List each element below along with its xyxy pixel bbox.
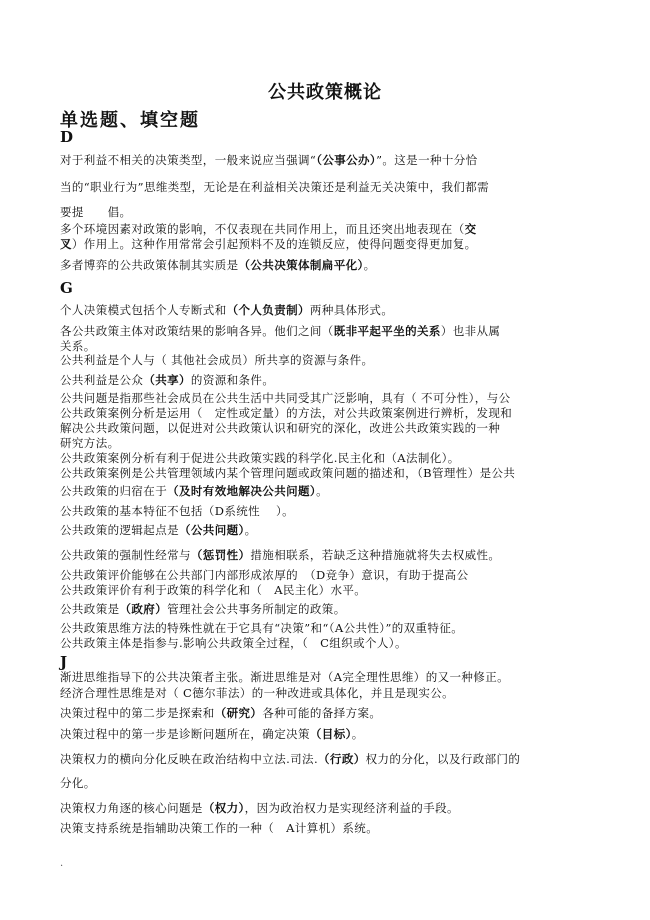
- text-line: 叉）作用上。这种作用常常会引起预料不及的连锁反应，使得问题变得更加复。: [60, 237, 477, 251]
- text-line: 公共利益是公众（共享）的资源和条件。: [60, 373, 275, 387]
- text-line: 分化。: [60, 776, 96, 790]
- text-line: 公共政策的强制性经常与（惩罚性）措施相联系，若缺乏这种措施就将失去权威性。: [60, 548, 501, 562]
- text-line: 公共政策思维方法的特殊性就在于它具有“决策”和“（A公共性）”的双重特征。: [60, 621, 464, 635]
- text-line: 多者博弈的公共政策体制其实质是（公共决策体制扁平化）。: [60, 258, 376, 272]
- index-letter-g: G: [60, 279, 73, 297]
- text-line: 研究方法。: [60, 436, 120, 450]
- text-line: 当的“职业行为”思维类型，无论是在利益相关决策还是利益无关决策中，我们都需: [60, 180, 490, 194]
- text-line: 对于利益不相关的决策类型，一般来说应当强调“（公事公办）”。这是一种十分恰: [60, 153, 478, 167]
- text-line: 解决公共政策问题，以促进对公共政策认识和研究的深化，改进公共政策实践的一种: [60, 421, 501, 435]
- text-line: 经济合理性思维是对（ C德尔菲法）的一种改进或具体化，并且是现实公。: [60, 686, 455, 700]
- text-line: 公共问题是指那些社会成员在公共生活中共同受其广泛影响，具有（ 不可分性），与公: [60, 391, 511, 405]
- text-line: 决策过程中的第二步是探索和（研究）各种可能的备择方案。: [60, 706, 382, 720]
- footer-dot: .: [60, 858, 64, 869]
- text-line: 要提 倡。: [60, 205, 132, 219]
- text-line: 公共政策案例分析是运用（ 定性或定量）的方法，对公共政策案例进行辨析，发现和: [60, 406, 513, 420]
- index-letter-d: D: [60, 128, 74, 146]
- document-title: 公共政策概论: [268, 82, 382, 103]
- text-line: 个人决策模式包括个人专断式和（个人负责制）两种具体形式。: [60, 303, 394, 317]
- text-line: 决策权力角逐的核心问题是（权力），因为政治权力是实现经济利益的手段。: [60, 801, 459, 815]
- text-line: 决策权力的横向分化反映在政治结构中立法.司法.（行政）权力的分化，以及行政部门的: [60, 752, 521, 766]
- text-line: 公共政策评价有利于政策的科学化和（ A民主化）水平。: [60, 583, 367, 597]
- text-line: 公共政策的基本特征不包括（D系统性 ）。: [60, 504, 295, 518]
- text-line: 关系。: [60, 339, 96, 353]
- text-line: 公共政策评价能够在公共部门内部形成浓厚的 （D竞争）意识，有助于提高公: [60, 568, 469, 582]
- text-line: 各公共政策主体对政策结果的影响各异。他们之间（既非平起平坐的关系）也非从属: [60, 324, 501, 338]
- text-line: 公共政策是（政府）管理社会公共事务所制定的政策。: [60, 602, 346, 616]
- section-heading: 单选题、填空题: [60, 110, 200, 131]
- text-line: 渐进思维指导下的公共决策者主张。渐进思维是对（A完全理性思维）的又一种修正。: [60, 670, 510, 684]
- text-line: 公共政策案例分析有利于促进公共政策实践的科学化.民主化和（A法制化）。: [60, 451, 460, 465]
- text-line: 决策支持系统是指辅助决策工作的一种（ A计算机）系统。: [60, 821, 379, 835]
- text-line: 决策过程中的第一步是诊断问题所在，确定决策（目标）。: [60, 727, 364, 741]
- index-letter-j: J: [60, 653, 68, 671]
- text-line: 公共政策的归宿在于（及时有效地解决公共问题）。: [60, 484, 328, 498]
- text-line: 多个环境因素对政策的影响，不仅表现在共同作用上，而且还突出地表现在（交: [60, 222, 477, 236]
- text-line: 公共政策案例是公共管理领域内某个管理问题或政策问题的描述和，（B管理性）是公共: [60, 466, 516, 480]
- text-line: 公共政策主体是指参与.影响公共政策全过程，（ C组织或个人）。: [60, 636, 407, 650]
- text-line: 公共利益是个人与（ 其他社会成员）所共享的资源与条件。: [60, 353, 374, 367]
- text-line: 公共政策的逻辑起点是（公共问题）。: [60, 523, 257, 537]
